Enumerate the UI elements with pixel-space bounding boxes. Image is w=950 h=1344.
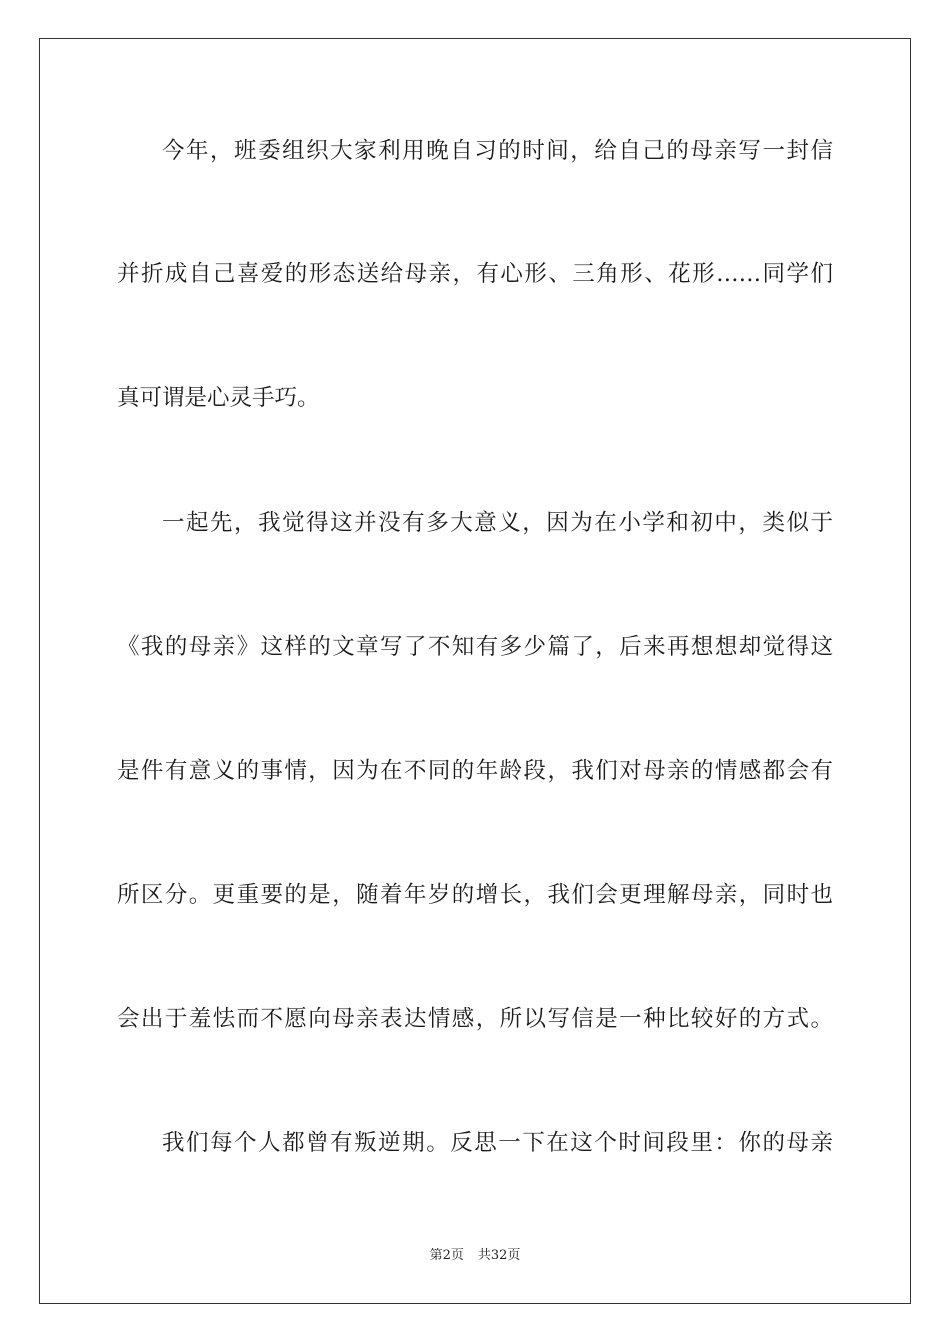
page-footer bbox=[0, 1247, 950, 1265]
paragraph-2-line-1: 一起先，我觉得这并没有多大意义，因为在小学和初中，类似于 bbox=[162, 510, 833, 536]
paragraph-2-line-2: 《我的母亲》这样的文章写了不知有多少篇了，后来再想想却觉得这 bbox=[117, 634, 833, 660]
total-pages: 共32页 bbox=[477, 1248, 521, 1263]
paragraph-2-line-4: 所区分。更重要的是，随着年岁的增长，我们会更理解母亲，同时也 bbox=[117, 882, 833, 908]
paragraph-3-line-1: 我们每个人都曾有叛逆期。反思一下在这个时间段里：你的母亲 bbox=[162, 1130, 833, 1156]
paragraph-1-line-3: 真可谓是心灵手巧。 bbox=[117, 385, 320, 411]
paragraph-2-line-3: 是件有意义的事情，因为在不同的年龄段，我们对母亲的情感都会有 bbox=[117, 758, 833, 784]
page-number: 第2页 bbox=[429, 1248, 464, 1263]
paragraph-2-line-5: 会出于羞怯而不愿向母亲表达情感，所以写信是一种比较好的方式。 bbox=[117, 1006, 833, 1032]
paragraph-1-line-2: 并折成自己喜爱的形态送给母亲，有心形、三角形、花形……同学们 bbox=[117, 261, 833, 287]
paragraph-1-line-1: 今年，班委组织大家利用晚自习的时间，给自己的母亲写一封信 bbox=[162, 138, 833, 164]
page-border bbox=[39, 38, 911, 1304]
